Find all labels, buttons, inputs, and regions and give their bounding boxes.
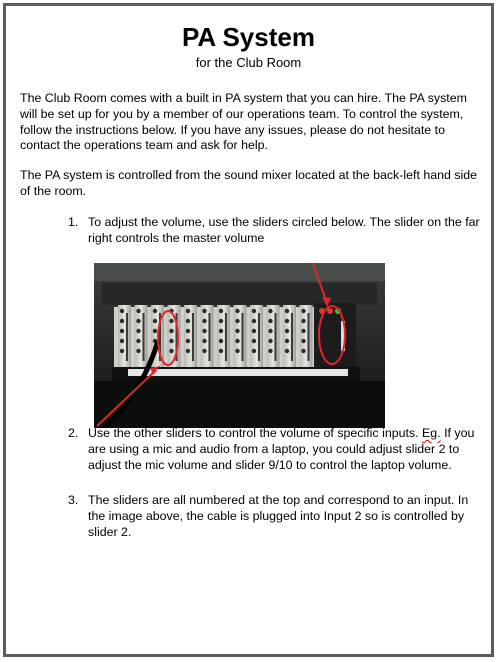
mixer-knob xyxy=(120,329,124,333)
mixer-knob xyxy=(202,319,206,323)
mixer-knob xyxy=(268,349,272,353)
mixer-knob xyxy=(136,319,140,323)
page-subtitle: for the Club Room xyxy=(195,55,302,70)
mixer-knob xyxy=(252,329,256,333)
mixer-knob xyxy=(301,319,305,323)
page-title: PA System xyxy=(182,22,315,52)
mixer-channel-strip xyxy=(234,305,247,367)
mixer-knob xyxy=(202,339,206,343)
mixer-slider-track xyxy=(143,313,145,361)
list-number: 2. xyxy=(68,426,79,440)
mixer-knob xyxy=(202,309,206,313)
mixer-knob xyxy=(285,319,289,323)
mixer-channel-strip xyxy=(250,305,263,367)
mixer-knob xyxy=(153,319,157,323)
mixer-knob xyxy=(301,349,305,353)
mixer-slider-track xyxy=(225,313,227,361)
list-text: The sliders are all numbered at the top and correspond to an input. In the image above, the cable is plugged into Input 2 so is controlled by slider 2. xyxy=(88,493,469,539)
mixer-slider-track xyxy=(258,313,260,361)
mixer-knob xyxy=(285,339,289,343)
mixer-channel-strip xyxy=(201,305,214,367)
spellcheck-word: Eg. xyxy=(422,426,441,440)
mixer-slider-track xyxy=(209,313,211,361)
mixer-knob xyxy=(235,319,239,323)
mixer-channel-strip xyxy=(267,305,280,367)
mixer-knob xyxy=(202,349,206,353)
mixer-slider-track xyxy=(308,313,310,361)
mixer-knob xyxy=(219,329,223,333)
mixer-knob xyxy=(285,309,289,313)
mixer-channel-strip xyxy=(283,305,296,367)
mixer-photo xyxy=(94,263,385,428)
mixer-knob xyxy=(169,319,173,323)
mixer-knob xyxy=(153,329,157,333)
page-frame xyxy=(3,3,494,657)
mixer-slider-track xyxy=(126,313,128,361)
mixer-knob xyxy=(252,339,256,343)
list-text: Use the other sliders to control the volume of specific inputs. xyxy=(88,426,419,440)
list-number: 3. xyxy=(68,493,79,507)
mixer-knob xyxy=(120,319,124,323)
mixer-slider-track xyxy=(291,313,293,361)
mixer-knob xyxy=(153,309,157,313)
mixer-knob xyxy=(252,349,256,353)
mixer-knob xyxy=(301,309,305,313)
mixer-channel-strip xyxy=(300,305,313,367)
mixer-knob xyxy=(186,339,190,343)
mixer-knob xyxy=(219,319,223,323)
list-item xyxy=(68,493,480,540)
mixer-knob xyxy=(235,329,239,333)
mixer-knob xyxy=(169,329,173,333)
mixer-knob xyxy=(120,349,124,353)
mixer-slider-track xyxy=(242,313,244,361)
mixer-channel-strip xyxy=(217,305,230,367)
list-text: To adjust the volume, use the sliders circled below. The slider on the far right controls the master volume xyxy=(88,215,480,245)
mixer-knob xyxy=(219,339,223,343)
list-number: 1. xyxy=(68,215,79,229)
mixer-knob xyxy=(268,319,272,323)
list-item xyxy=(68,426,480,473)
mixer-knob xyxy=(235,339,239,343)
mixer-knob xyxy=(301,339,305,343)
mixer-knob xyxy=(169,339,173,343)
location-paragraph: The PA system is controlled from the sound mixer located at the back-left hand side of the room. xyxy=(20,168,478,198)
mixer-channel-strip xyxy=(118,305,131,367)
list-item xyxy=(68,215,480,247)
mixer-knob xyxy=(202,329,206,333)
mixer-knob xyxy=(186,349,190,353)
mixer-knob xyxy=(120,339,124,343)
mixer-knob xyxy=(235,349,239,353)
mixer-knob xyxy=(136,349,140,353)
list-text-continued: If you are using a mic and audio from a laptop, you could adjust slider 2 to adjust the mic volume and slider 9/10 to control the laptop volume. xyxy=(88,426,475,472)
intro-paragraph: The Club Room comes with a built in PA system that you can hire. The PA system will be set up for you by a member of our operations team. To control the system, follow the instructions below. If you have any issues, please do not hesitate to contact the operations team and ask for help. xyxy=(20,91,467,153)
mixer-knob xyxy=(219,349,223,353)
mixer-knob xyxy=(136,339,140,343)
mixer-channel-strip xyxy=(184,305,197,367)
mixer-knob xyxy=(285,329,289,333)
mixer-knob xyxy=(285,349,289,353)
mixer-knob xyxy=(186,319,190,323)
mixer-knob xyxy=(252,309,256,313)
mixer-knob xyxy=(268,329,272,333)
mixer-knob xyxy=(136,309,140,313)
mixer-knob xyxy=(268,339,272,343)
mixer-knob xyxy=(252,319,256,323)
mixer-knob xyxy=(268,309,272,313)
mixer-knob xyxy=(136,329,140,333)
mixer-slider-track xyxy=(275,313,277,361)
mixer-channel-strip xyxy=(135,305,148,367)
mixer-knob xyxy=(186,329,190,333)
mixer-knob xyxy=(301,329,305,333)
mixer-slider-track xyxy=(192,313,194,361)
mixer-knob xyxy=(186,309,190,313)
mixer-knob xyxy=(219,309,223,313)
mixer-knob xyxy=(120,309,124,313)
mixer-knob xyxy=(169,349,173,353)
mixer-knob xyxy=(235,309,239,313)
